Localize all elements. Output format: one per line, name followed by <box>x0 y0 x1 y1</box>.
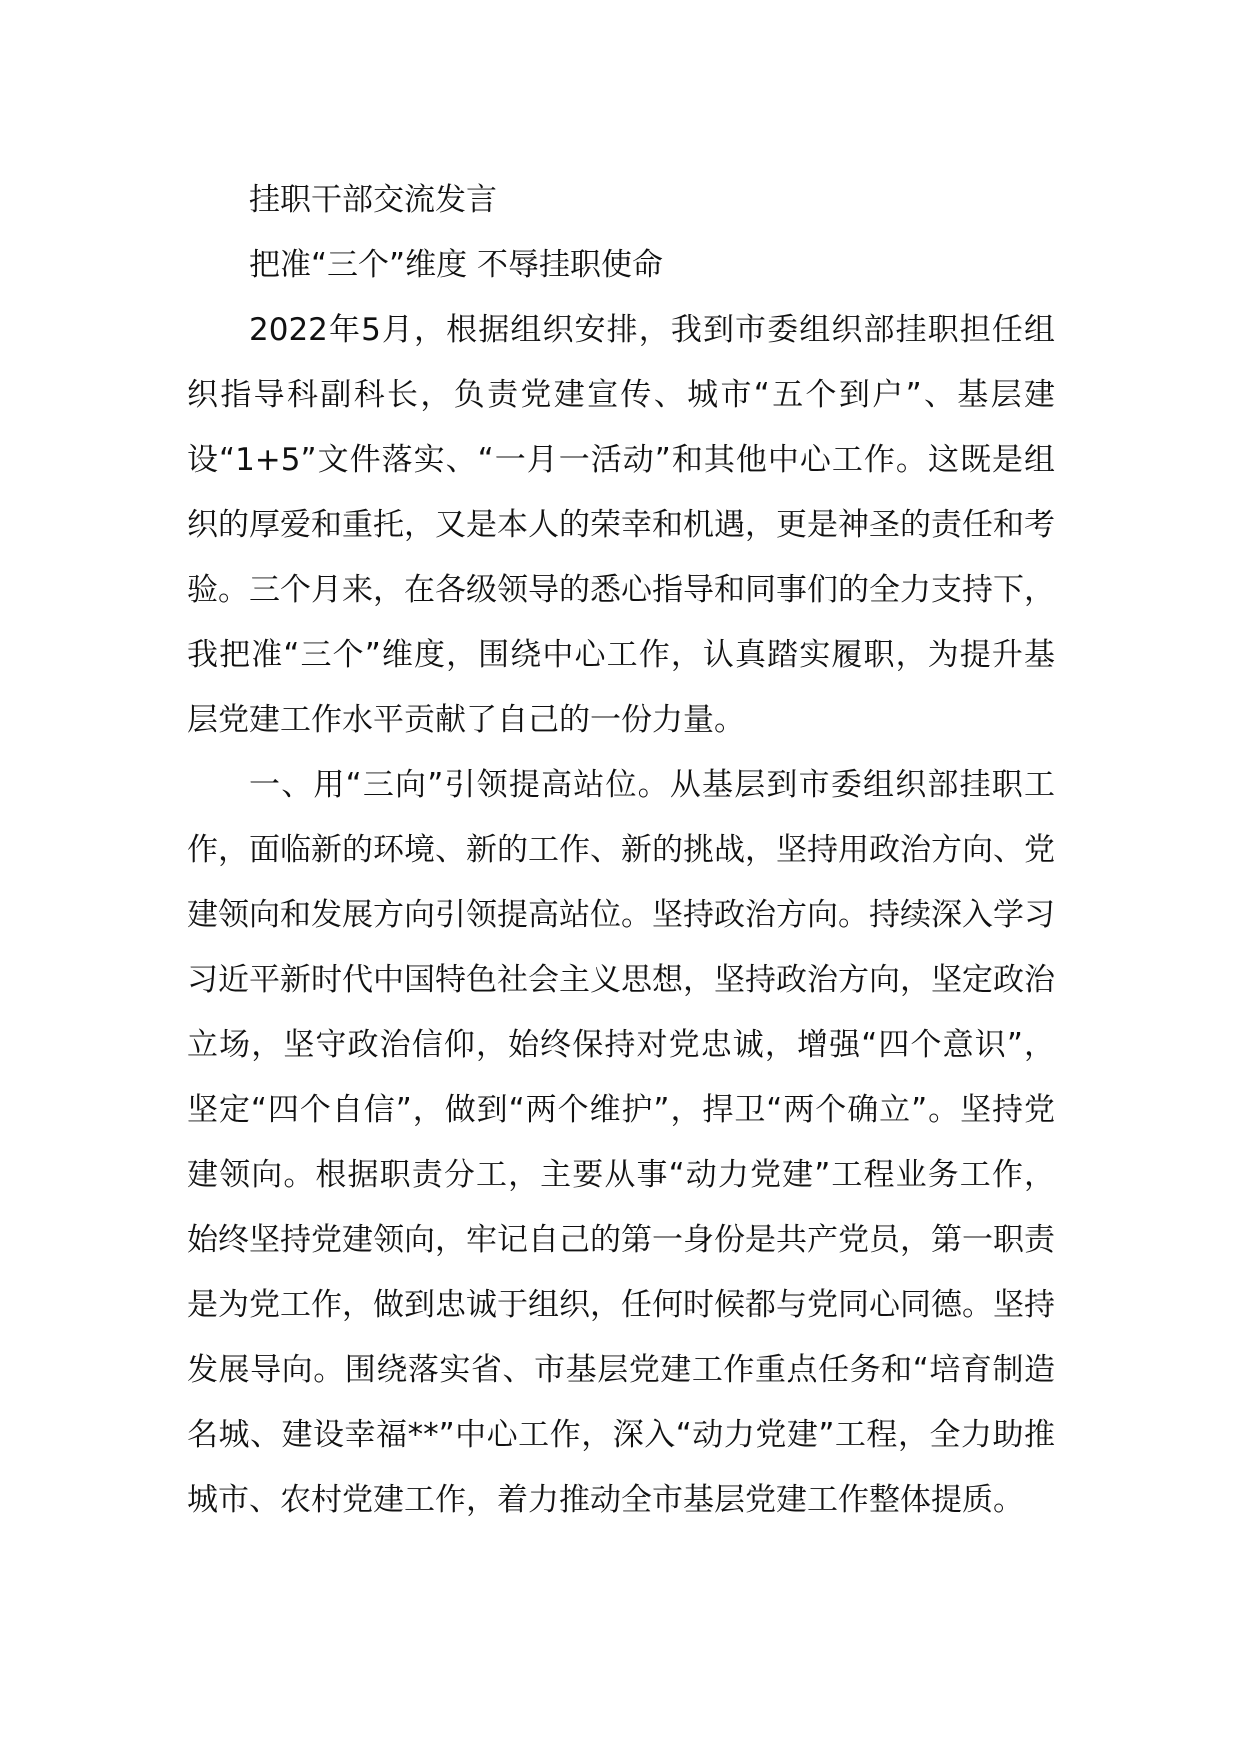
document-subtitle: 把准“三个”维度 不辱挂职使命 <box>249 247 663 283</box>
paragraph-intro: 2022年5月，根据组织安排，我到市委组织部挂职担任组织指导科副科长，负责党建宣传、城市“五个到户”、基层建设“1+5”文件落实、“一月一活动”和其他中心工作。这既是组织的厚爱和重托，又是本人的荣幸和机遇，更是神圣的责任和考验。三个月来，在各级领导的悉心指导和同事们的全力支持下，我把准“三个”维度，围绕中心工作，认真踏实履职，为提升基层党建工作水平贡献了自己的一份力量。 <box>187 312 1055 738</box>
document-body <box>187 168 1055 1533</box>
paragraph-section-one: 一、用“三向”引领提高站位。从基层到市委组织部挂职工作，面临新的环境、新的工作、新的挑战，坚持用政治方向、党建领向和发展方向引领提高站位。坚持政治方向。持续深入学习习近平新时代中国特色社会主义思想，坚持政治方向，坚定政治立场，坚守政治信仰，始终保持对党忠诚，增强“四个意识”，坚定“四个自信”，做到“两个维护”，捍卫“两个确立”。坚持党建领向。根据职责分工，主要从事“动力党建”工程业务工作，始终坚持党建领向，牢记自己的第一身份是共产党员，第一职责是为党工作，做到忠诚于组织，任何时候都与党同心同德。坚持发展导向。围绕落实省、市基层党建工作重点任务和“培育制造名城、建设幸福**”中心工作，深入“动力党建”工程，全力助推城市、农村党建工作，着力推动全市基层党建工作整体提质。 <box>187 767 1055 1518</box>
document-heading: 挂职干部交流发言 <box>249 182 497 218</box>
